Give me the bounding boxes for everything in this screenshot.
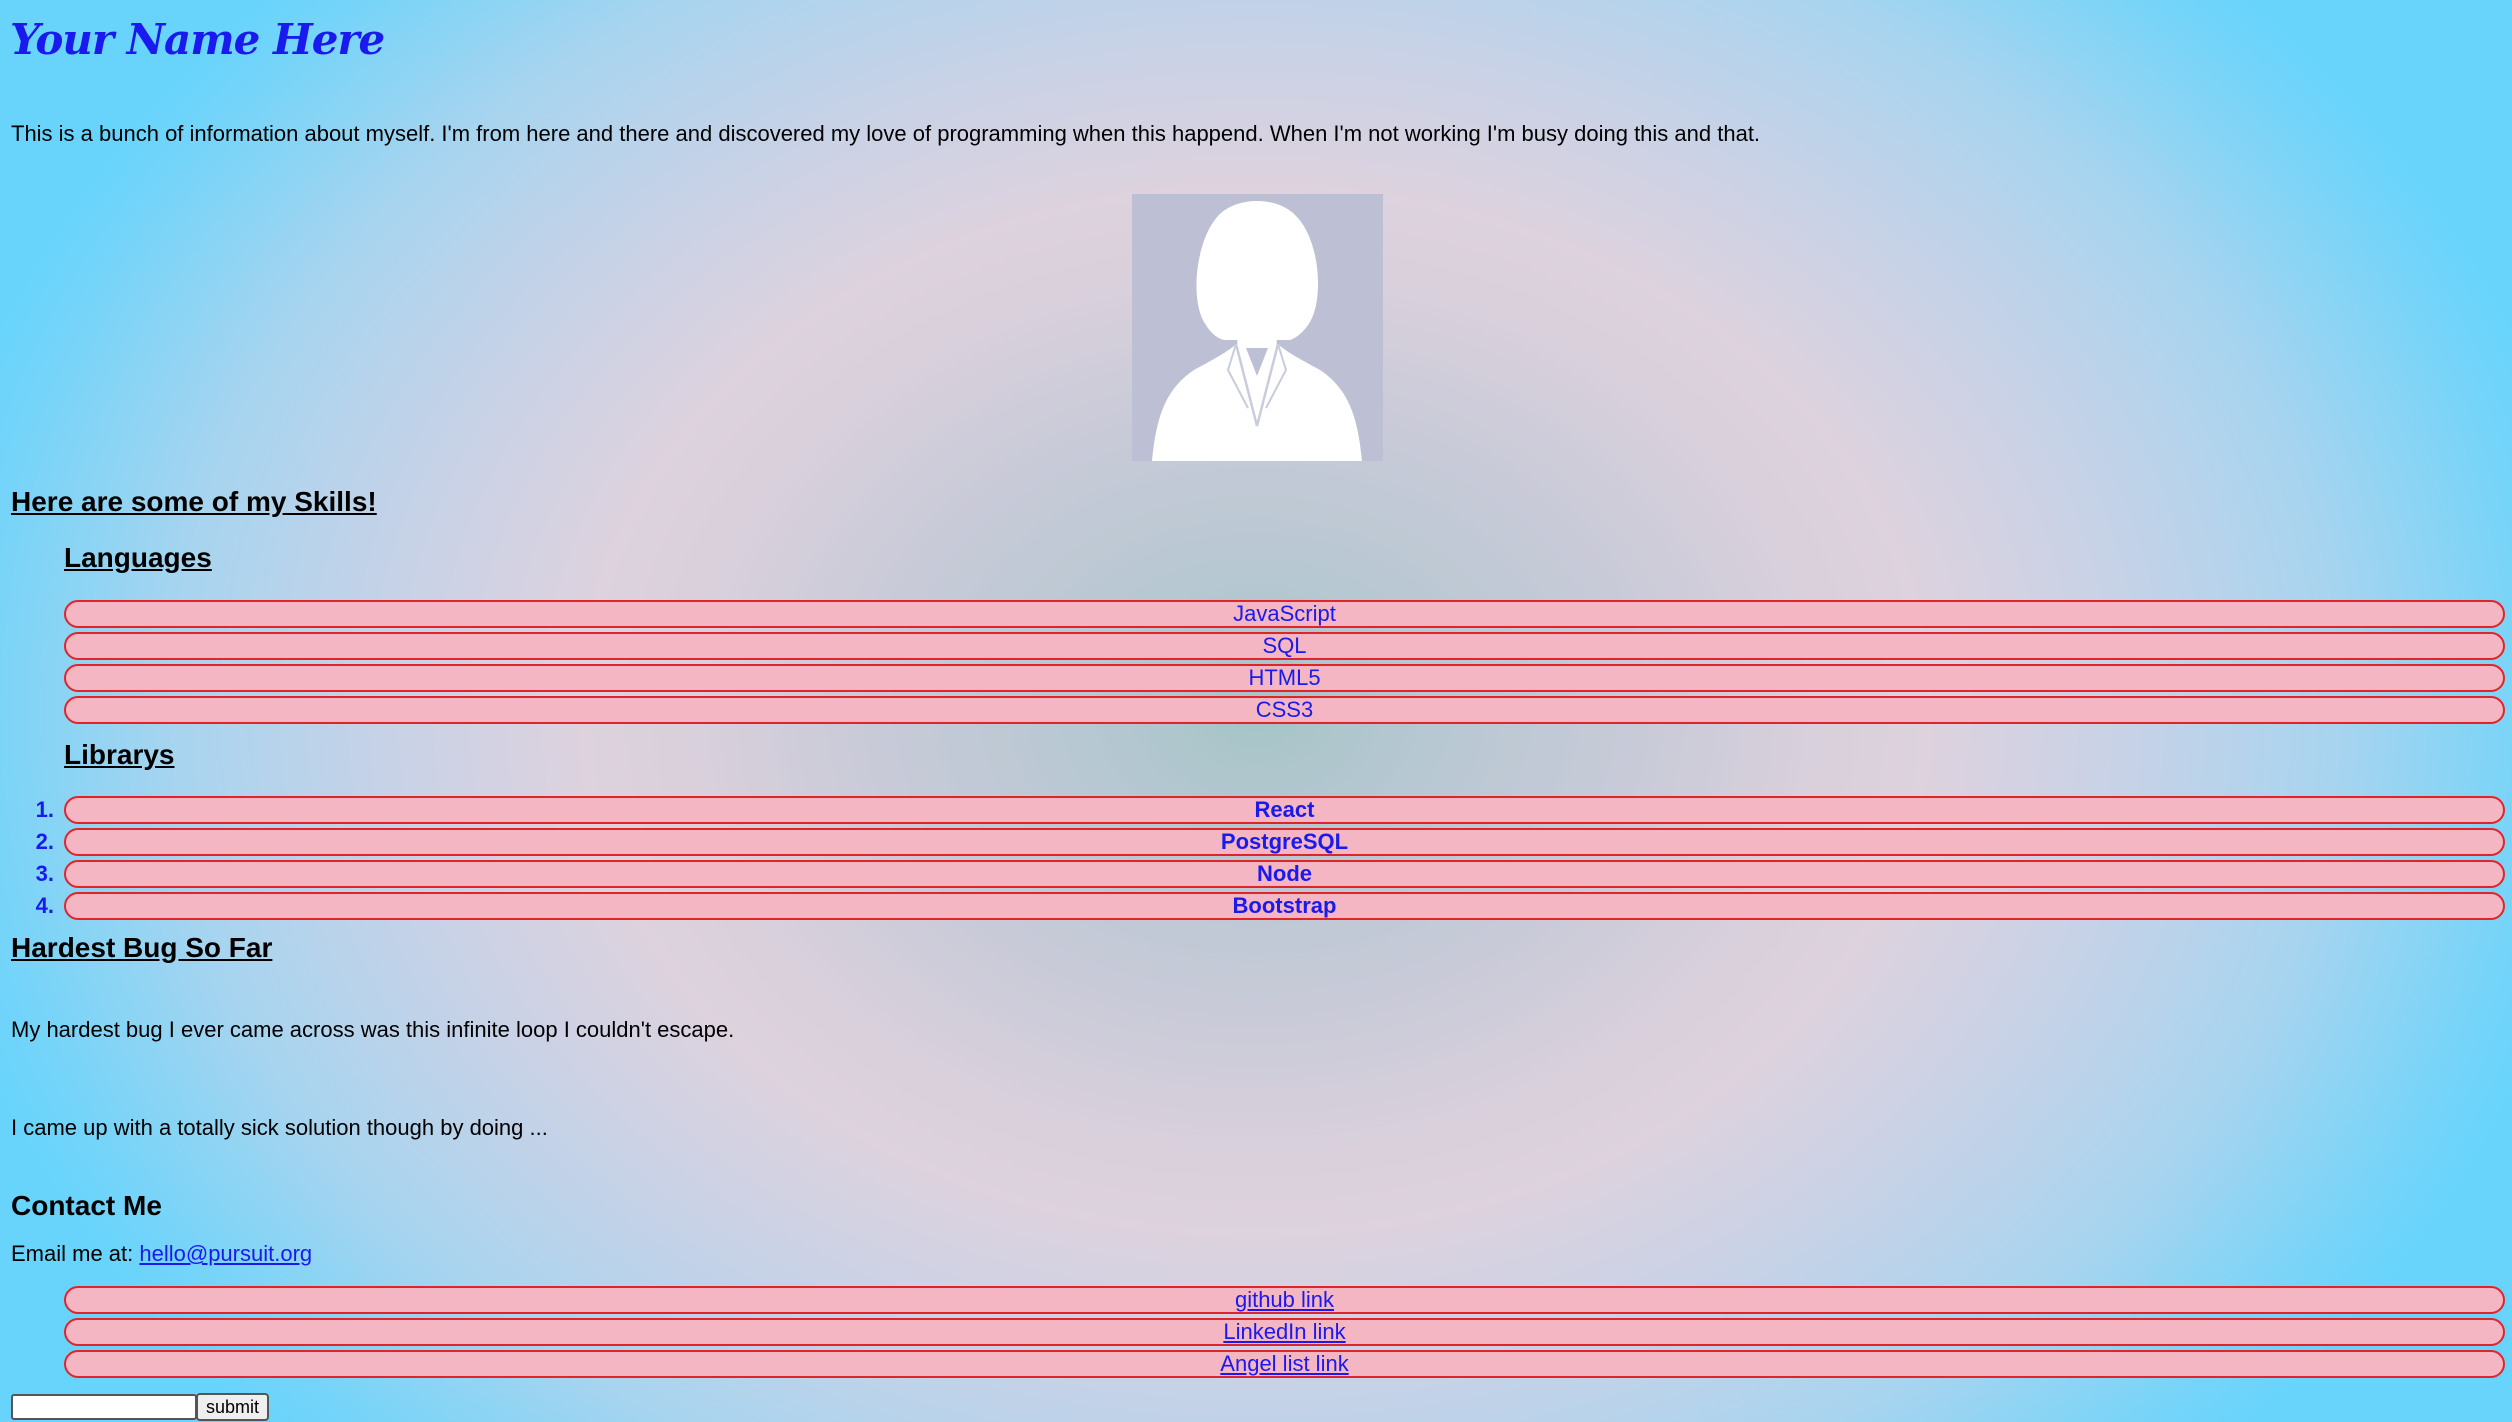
contact-link-item <box>64 1318 2505 1346</box>
submit-button[interactable]: submit <box>196 1393 269 1421</box>
angellist-link[interactable]: Angel list link <box>1220 1351 1349 1376</box>
library-label: React <box>1254 797 1315 822</box>
languages-heading: Languages <box>64 542 212 573</box>
list-number: 2. <box>35 829 54 854</box>
library-item <box>35 796 2505 824</box>
linkedin-link[interactable]: LinkedIn link <box>1223 1319 1346 1344</box>
library-item <box>35 892 2505 920</box>
email-line <box>11 1238 312 1270</box>
library-label: PostgreSQL <box>1220 829 1349 854</box>
contact-heading: Contact Me <box>11 1190 162 1221</box>
library-item <box>35 828 2505 856</box>
female-silhouette-avatar-icon <box>1132 194 1383 461</box>
list-number: 4. <box>35 893 54 918</box>
library-item <box>35 860 2505 888</box>
libraries-list <box>35 796 2505 924</box>
contact-links-list <box>64 1286 2505 1382</box>
name-title: Your Name Here <box>10 15 385 64</box>
language-item: SQL <box>64 632 2505 660</box>
library-label: Node <box>1257 861 1312 886</box>
avatar <box>1132 194 1383 461</box>
language-item: JavaScript <box>64 600 2505 628</box>
bug-solution-paragraph: I came up with a totally sick solution though by doing ... <box>11 1115 548 1140</box>
contact-input[interactable] <box>11 1394 197 1420</box>
library-label: Bootstrap <box>1232 893 1337 918</box>
email-link[interactable]: hello@pursuit.org <box>139 1241 313 1266</box>
email-label: Email me at: <box>11 1241 140 1266</box>
contact-link-item <box>64 1350 2505 1378</box>
skills-heading: Here are some of my Skills! <box>11 486 377 517</box>
language-item: CSS3 <box>64 696 2505 724</box>
hardest-bug-heading: Hardest Bug So Far <box>11 932 273 963</box>
languages-list <box>64 600 2505 728</box>
bug-paragraph: My hardest bug I ever came across was this infinite loop I couldn't escape. <box>11 1017 735 1042</box>
language-item: HTML5 <box>64 664 2505 692</box>
list-number: 1. <box>35 797 54 822</box>
list-number: 3. <box>35 861 54 886</box>
about-paragraph: This is a bunch of information about myself. I'm from here and there and discovered my love of programming when this happend. When I'm not working I'm busy doing this and that. <box>11 121 1761 146</box>
github-link[interactable]: github link <box>1234 1287 1335 1312</box>
libraries-heading: Librarys <box>64 739 175 770</box>
contact-link-item <box>64 1286 2505 1314</box>
